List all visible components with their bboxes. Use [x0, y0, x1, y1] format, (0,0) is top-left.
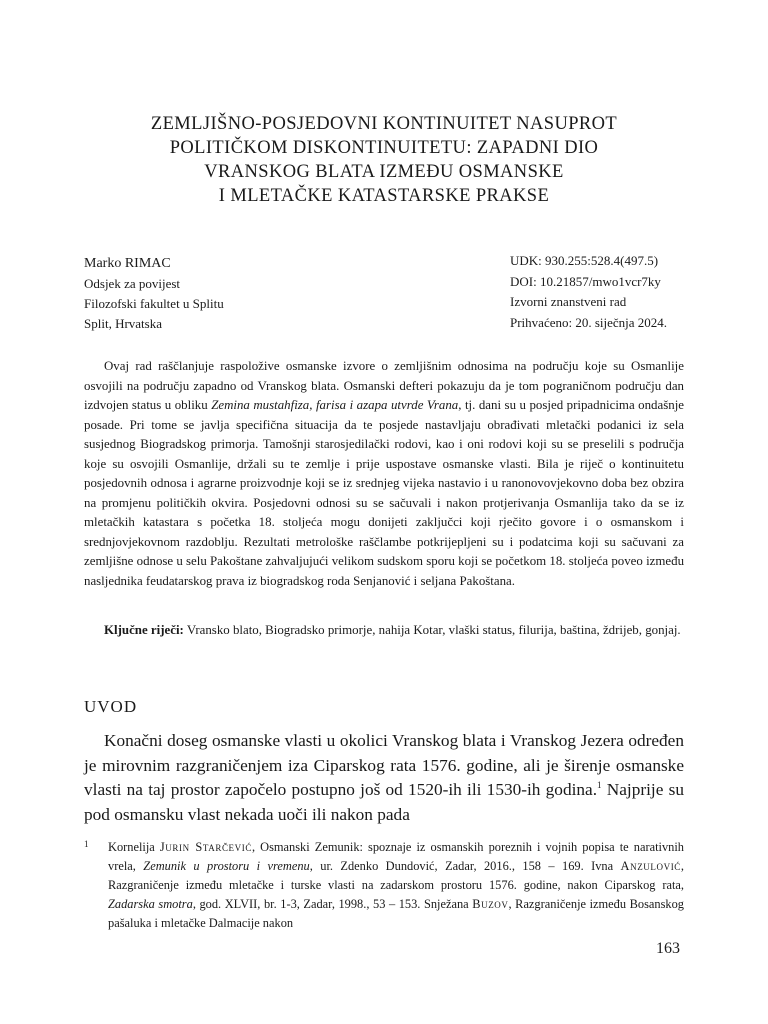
fn-segment: , Razgraničenje između mletačke i turske vlasti na zadarskom prostoru 1576. godine, nakon Ciparskog rata,: [108, 859, 684, 892]
keywords-text: Vransko blato, Biogradsko primorje, nahija Kotar, vlaški status, filurija, baština, ždrijeb, gonjaj.: [183, 623, 681, 637]
udk-code: UDK: 930.255:528.4(497.5): [510, 253, 659, 268]
title-line: I MLETAČKE KATASTARSKE PRAKSE: [218, 186, 550, 206]
footnote: [84, 838, 684, 933]
title-line: VRANSKOG BLATA IZMEĐU OSMANSKE: [204, 162, 564, 182]
body-paragraph: [84, 729, 684, 827]
abstract-text: Ovaj rad raščlanjuje raspoložive osmanske izvore o zemljišnim odnosima na području koje su Osmanlije osvojili na području zapadno od Vranskog blata. Osmanski defteri pokazuju da je tom pograničnom području dan izdvojen status u obliku: [84, 359, 684, 412]
fn-italic: Zadarska smotra: [108, 897, 193, 911]
fn-segment: , ur. Zdenko Dundović, Zadar, 2016., 158 – 169. Ivna: [309, 859, 621, 873]
fn-author: Anzulović: [620, 859, 681, 873]
accepted-date: Prihvaćeno: 20. siječnja 2024.: [510, 314, 668, 330]
article-type: Izvorni znanstveni rad: [510, 294, 627, 309]
footnote-reference[interactable]: 1: [597, 780, 602, 791]
abstract-text-continued: , tj. dani su u posjed pripadnicima ondašnje posade. Pri tome se javlja specifična situacija da te posjede nastavljaju obrađivati mletački podanici iz sela susjednog Biogradskog primorja. Tamošnji starosjedilački rodovi, kao i oni rodovi koji su se preselili s područja koje su osvojili Osmanlije, držali su te zemlje i prije uspostave osmanske vlasti. Bila je riječ o kontinuitetu posjedovnih odnosa i agrarne proizvodnje koji se iz srednjeg vijeka nastavio i u ranonovovjekovno doba bez obzira na promjenu političkih okvira. Posjedovni odnosi su se sačuvali i nakon protjerivanja Osmanlija tako da se iz mletačkih katastara s početka 18. stoljeća mogu donijeti zaključci koji rječito govore i o osmanskom i srednjovjekovnom razdoblju. Rezultati metrološke raščlambe potkrijepljeni su i podatcima koji su sačuvani za zemljišne odnose u selu Pakoštane zahvaljujući velikom sudskom sporu koji se početkom 18. stoljeća poveo između nasljednika feudatarskog prava iz biogradskog roda Senjanović i seljana Pakoštana.: [84, 398, 685, 588]
keywords-label: Ključne riječi:: [104, 623, 184, 637]
article-metadata: [510, 251, 667, 333]
author-department: Odsjek za povijest: [84, 276, 181, 291]
footnote-text: [108, 838, 684, 933]
fn-italic: Zemunik u prostoru i vremenu: [143, 859, 310, 873]
article-title: [84, 112, 684, 208]
body-text-continued: Najprije su pod osmansku vlast nekada uoči ili nakon pada: [84, 780, 684, 824]
doi: DOI: 10.21857/mwo1vcr7ky: [510, 273, 661, 289]
author-block: [84, 254, 224, 334]
title-line: POLITIČKOM DISKONTINUITETU: ZAPADNI DIO: [169, 138, 599, 158]
fn-author: Buzov: [472, 897, 509, 911]
fn-segment: , Osmanski Zemunik: spoznaje iz osmanskih poreznih i vojnih popisa te narativnih vrela,: [108, 840, 684, 873]
author-faculty: Filozofski fakultet u Splitu: [84, 296, 224, 311]
fn-segment: Kornelija: [108, 840, 160, 854]
body-text: Konačni doseg osmanske vlasti u okolici Vranskog blata i Vranskog Jezera određen je mirovnim razgraničenjem iza Ciparskog rata 1576. godine, ali je širenje osmanske vlasti na taj prostor započelo postupno još od 1520-ih ili 1530-ih godina.: [84, 731, 684, 799]
keywords: [84, 621, 684, 641]
author-name: Marko RIMAC: [84, 256, 171, 271]
fn-segment: , god. XLVII, br. 1-3, Zadar, 1998., 53 – 153. Snježana: [192, 897, 473, 911]
abstract-italic: Zemina mustahfiza, farisa i azapa utvrde Vrana: [211, 398, 459, 412]
abstract: [84, 357, 684, 591]
author-location: Split, Hrvatska: [84, 316, 162, 331]
title-line: ZEMLJIŠNO-POSJEDOVNI KONTINUITET NASUPROT: [150, 114, 618, 134]
section-heading: UVOD: [84, 697, 138, 716]
page-number: 163: [656, 940, 680, 957]
footnote-mark: 1: [84, 839, 89, 849]
fn-segment: , Razgraničenje između Bosanskog pašaluka i mletačke Dalmacije nakon: [108, 897, 685, 930]
fn-author: Jurin Starčević: [159, 840, 252, 854]
